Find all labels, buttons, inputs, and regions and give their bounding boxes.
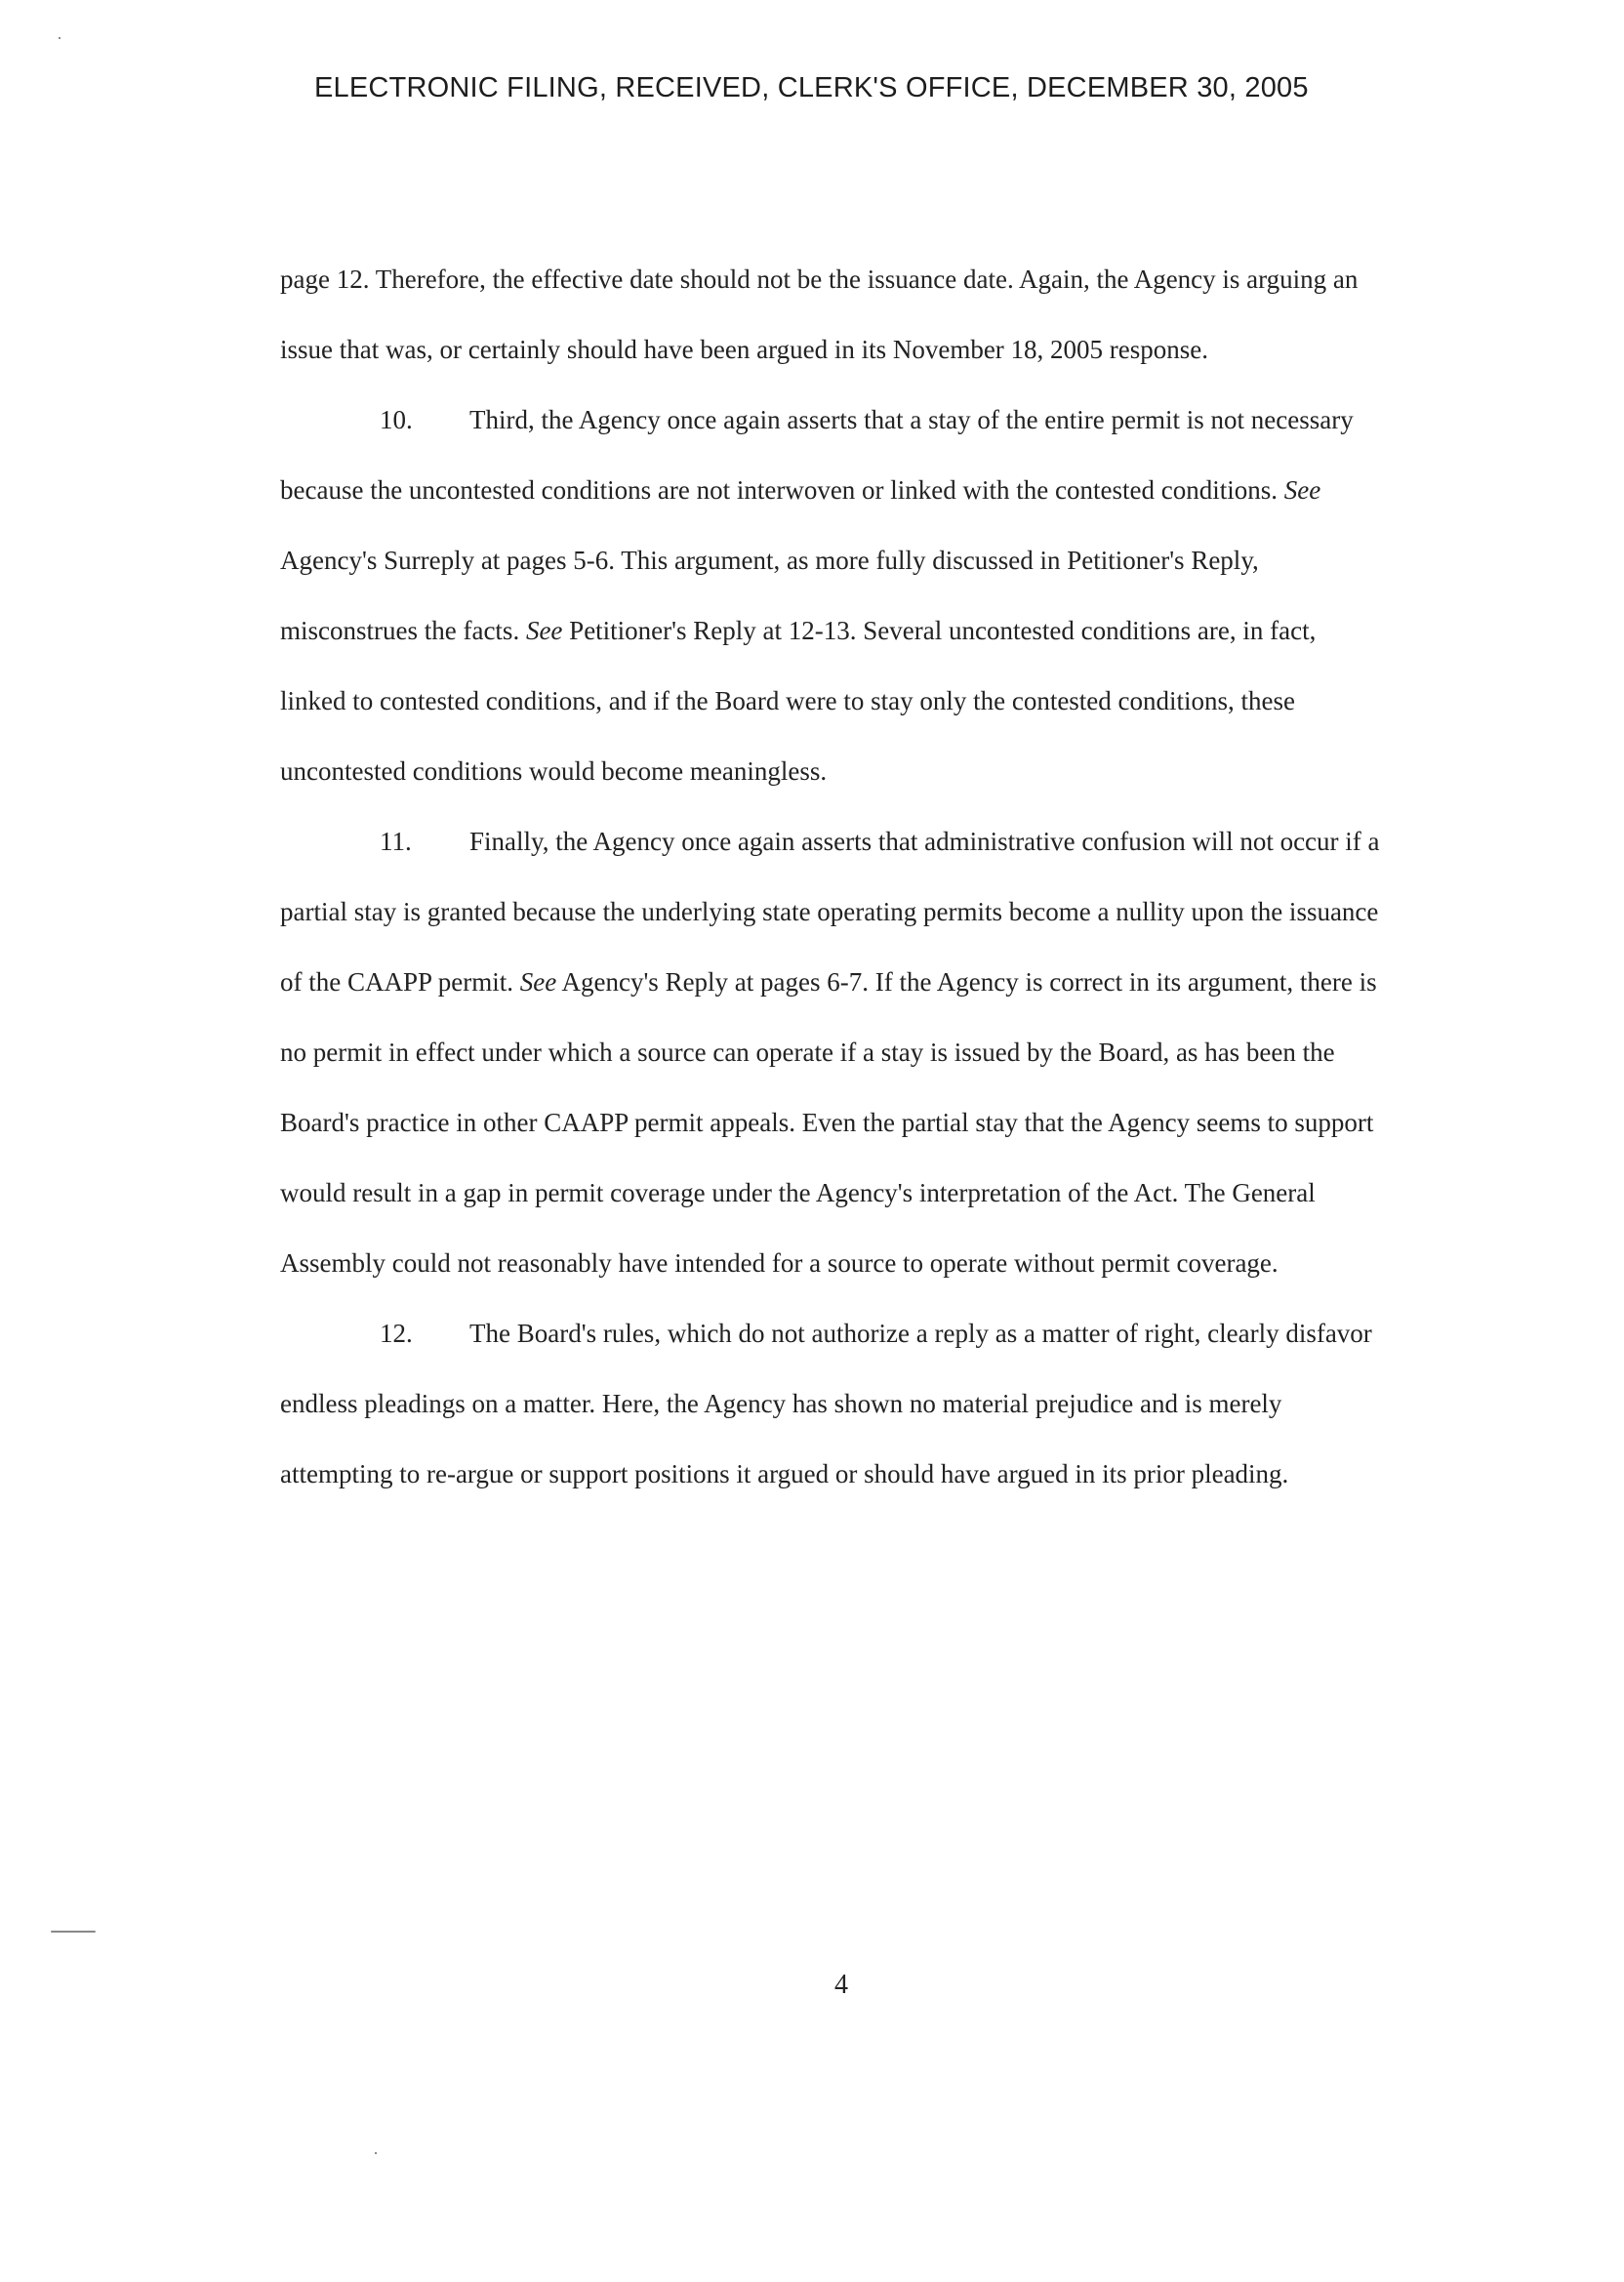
paragraph-11 bbox=[280, 806, 1383, 1298]
paragraph-text: Third, the Agency once again asserts that a stay of the entire permit is not necessary because the uncontested conditions are not interwoven or linked with the contested conditions. bbox=[280, 405, 1354, 505]
scan-speck bbox=[51, 1931, 96, 1933]
paragraph-10 bbox=[280, 385, 1383, 806]
scan-speck bbox=[59, 37, 61, 39]
citation-signal: See bbox=[519, 967, 557, 997]
filing-stamp-header: ELECTRONIC FILING, RECEIVED, CLERK'S OFFICE, DECEMBER 30, 2005 bbox=[314, 72, 1309, 103]
page-number: 4 bbox=[834, 1970, 848, 2000]
paragraph-12 bbox=[280, 1298, 1383, 1509]
paragraph-number: 11. bbox=[380, 827, 412, 856]
scan-speck bbox=[375, 2152, 377, 2154]
citation-signal: See bbox=[1283, 475, 1321, 505]
paragraph-number: 10. bbox=[380, 405, 413, 434]
paragraph-continuation: page 12. Therefore, the effective date should not be the issuance date. Again, the Agency is arguing an issue that was, or certainly should have been argued in its November 18, 2005 response. bbox=[280, 265, 1359, 364]
paragraph-text: Agency's Reply at pages 6-7. If the Agency is correct in its argument, there is no permit in effect under which a source can operate if a stay is issued by the Board, as has been the Board's practice in other CAAPP permit appeals. Even the partial stay that the Agency seems to support would result in a gap in permit coverage under the Agency's interpretation of the Act. The General Assembly could not reasonably have intended for a source to operate without permit coverage. bbox=[280, 967, 1377, 1278]
paragraph-number: 12. bbox=[380, 1319, 413, 1348]
paragraph-text: Petitioner's Reply at 12-13. Several uncontested conditions are, in fact, linked to contested conditions, and if the Board were to stay only the contested conditions, these uncontested conditions would become meaningless. bbox=[280, 616, 1317, 786]
paragraph-text: The Board's rules, which do not authorize a reply as a matter of right, clearly disfavor endless pleadings on a matter. Here, the Agency has shown no material prejudice and is merely attempting to re-argue or support positions it argued or should have argued in its prior pleading. bbox=[280, 1319, 1372, 1488]
paragraph-text: Finally, the Agency once again asserts that administrative confusion will not occur if a partial stay is granted because the underlying state operating permits become a nullity upon the issuance of the CAAPP permit. bbox=[280, 827, 1380, 997]
paragraph-text: Agency's Surreply at pages 5-6. This argument, as more fully discussed in Petitioner's Reply, misconstrues the facts. bbox=[280, 546, 1259, 645]
document-body bbox=[280, 244, 1383, 1509]
citation-signal: See bbox=[525, 616, 563, 645]
